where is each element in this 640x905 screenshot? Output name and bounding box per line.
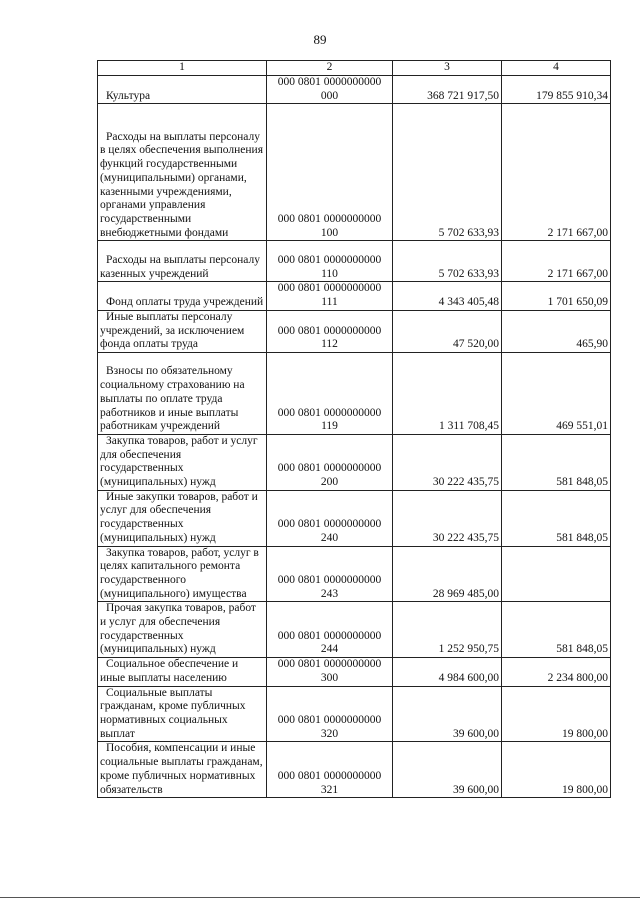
row-code-cell: 000 0801 0000000000 119 bbox=[267, 352, 393, 434]
row-col3-cell: 4 984 600,00 bbox=[393, 658, 502, 686]
table-row bbox=[98, 658, 611, 686]
row-code-cell: 000 0801 0000000000 240 bbox=[267, 490, 393, 546]
table-header-row bbox=[98, 61, 611, 76]
row-col4-cell: 465,90 bbox=[502, 310, 611, 352]
row-code-cell: 000 0801 0000000000 112 bbox=[267, 310, 393, 352]
row-code-cell: 000 0801 0000000000 100 bbox=[267, 104, 393, 241]
row-name-cell: Фонд оплаты труда учреждений bbox=[98, 282, 267, 310]
row-code-cell: 000 0801 0000000000 320 bbox=[267, 686, 393, 742]
page-number: 89 bbox=[313, 32, 327, 47]
row-name-cell: Иные выплаты персоналу учреждений, за исключением фонда оплаты труда bbox=[98, 310, 267, 352]
row-col4-cell: 469 551,01 bbox=[502, 352, 611, 434]
row-code-cell: 000 0801 0000000000 000 bbox=[267, 76, 393, 104]
row-col4-cell: 581 848,05 bbox=[502, 434, 611, 490]
table-row bbox=[98, 434, 611, 490]
row-name-cell: Социальные выплаты гражданам, кроме публичных нормативных социальных выплат bbox=[98, 686, 267, 742]
page-bottom-rule bbox=[0, 897, 640, 898]
table-row bbox=[98, 282, 611, 310]
row-col3-cell: 39 600,00 bbox=[393, 742, 502, 798]
row-col4-cell: 2 171 667,00 bbox=[502, 104, 611, 241]
row-col3-cell: 4 343 405,48 bbox=[393, 282, 502, 310]
row-name-cell: Социальное обеспечение и иные выплаты населению bbox=[98, 658, 267, 686]
row-col3-cell: 47 520,00 bbox=[393, 310, 502, 352]
table-row bbox=[98, 352, 611, 434]
table-row bbox=[98, 76, 611, 104]
row-col3-cell: 30 222 435,75 bbox=[393, 490, 502, 546]
row-col3-cell: 368 721 917,50 bbox=[393, 76, 502, 104]
row-name-cell: Закупка товаров, работ и услуг для обеспечения государственных (муниципальных) нужд bbox=[98, 434, 267, 490]
budget-table-body bbox=[98, 61, 611, 798]
row-code-cell: 000 0801 0000000000 321 bbox=[267, 742, 393, 798]
row-code-cell: 000 0801 0000000000 111 bbox=[267, 282, 393, 310]
row-name-cell: Культура bbox=[98, 76, 267, 104]
row-name-cell: Прочая закупка товаров, работ и услуг для обеспечения государственных (муниципальных) нужд bbox=[98, 602, 267, 658]
row-col4-cell: 19 800,00 bbox=[502, 742, 611, 798]
row-col3-cell: 30 222 435,75 bbox=[393, 434, 502, 490]
row-code-cell: 000 0801 0000000000 300 bbox=[267, 658, 393, 686]
row-col4-cell: 1 701 650,09 bbox=[502, 282, 611, 310]
row-code-cell: 000 0801 0000000000 243 bbox=[267, 546, 393, 602]
row-col4-cell: 2 234 800,00 bbox=[502, 658, 611, 686]
row-col4-cell: 581 848,05 bbox=[502, 490, 611, 546]
row-col3-cell: 5 702 633,93 bbox=[393, 241, 502, 282]
row-code-cell: 000 0801 0000000000 200 bbox=[267, 434, 393, 490]
row-code-cell: 000 0801 0000000000 110 bbox=[267, 241, 393, 282]
table-row bbox=[98, 241, 611, 282]
row-col4-cell: 2 171 667,00 bbox=[502, 241, 611, 282]
row-name-cell: Расходы на выплаты персоналу казенных учреждений bbox=[98, 241, 267, 282]
row-col4-cell: 19 800,00 bbox=[502, 686, 611, 742]
column-header: 3 bbox=[393, 61, 502, 76]
row-col3-cell: 1 311 708,45 bbox=[393, 352, 502, 434]
row-col3-cell: 39 600,00 bbox=[393, 686, 502, 742]
row-name-cell: Взносы по обязательному социальному страхованию на выплаты по оплате труда работников и иные выплаты работникам учреждений bbox=[98, 352, 267, 434]
table-row bbox=[98, 602, 611, 658]
row-name-cell: Расходы на выплаты персоналу в целях обеспечения выполнения функций государственными (муниципальными) органами, казенными учреждениями, органами управления государственными внебюджетными фондами bbox=[98, 104, 267, 241]
row-col3-cell: 1 252 950,75 bbox=[393, 602, 502, 658]
row-name-cell: Пособия, компенсации и иные социальные выплаты гражданам, кроме публичных нормативных обязательств bbox=[98, 742, 267, 798]
table-row bbox=[98, 490, 611, 546]
row-col3-cell: 5 702 633,93 bbox=[393, 104, 502, 241]
row-col4-cell: 581 848,05 bbox=[502, 602, 611, 658]
table-row bbox=[98, 104, 611, 241]
column-header: 2 bbox=[267, 61, 393, 76]
row-col3-cell: 28 969 485,00 bbox=[393, 546, 502, 602]
row-name-cell: Закупка товаров, работ, услуг в целях капитального ремонта государственного (муниципального) имущества bbox=[98, 546, 267, 602]
row-col4-cell bbox=[502, 546, 611, 602]
table-row bbox=[98, 546, 611, 602]
column-header: 1 bbox=[98, 61, 267, 76]
row-col4-cell: 179 855 910,34 bbox=[502, 76, 611, 104]
table-row bbox=[98, 742, 611, 798]
row-name-cell: Иные закупки товаров, работ и услуг для обеспечения государственных (муниципальных) нужд bbox=[98, 490, 267, 546]
table-row bbox=[98, 686, 611, 742]
column-header: 4 bbox=[502, 61, 611, 76]
budget-table bbox=[97, 60, 611, 798]
table-row bbox=[98, 310, 611, 352]
row-code-cell: 000 0801 0000000000 244 bbox=[267, 602, 393, 658]
